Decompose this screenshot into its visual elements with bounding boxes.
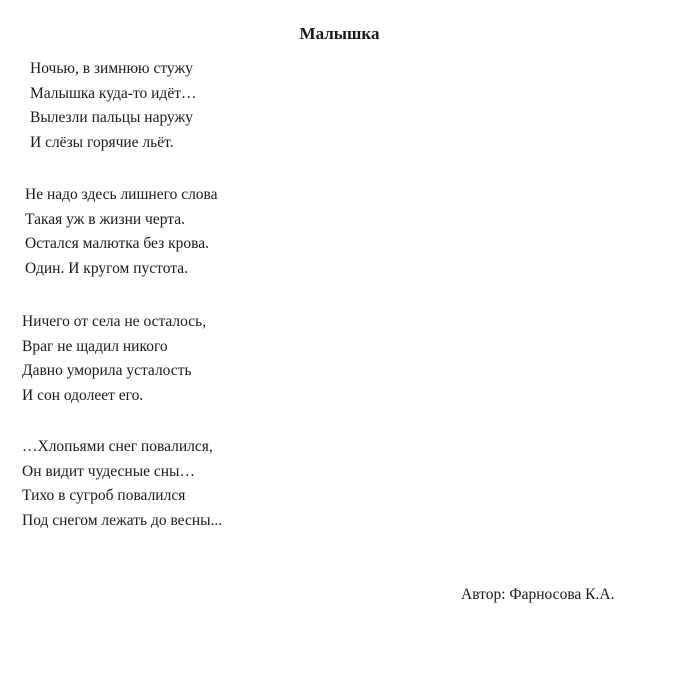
poem-line: И сон одолеет его. [22, 386, 144, 404]
poem-title: Малышка [299, 24, 380, 43]
poem-line: Под снегом лежать до весны... [22, 511, 223, 529]
stanza-3 [22, 310, 206, 408]
poem-author: Автор: Фарносова К.А. [461, 586, 615, 603]
poem-line: Один. И кругом пустота. [25, 259, 188, 277]
poem-line: Тихо в сугроб повалился [22, 487, 186, 504]
poem-line: Остался малютка без крова. [25, 235, 209, 252]
poem-line: Ночью, в зимнюю стужу [30, 60, 193, 77]
poem-line: И слёзы горячие льёт. [30, 133, 174, 151]
stanza-2 [25, 183, 218, 281]
stanza-4 [22, 435, 222, 533]
poem-line: Вылезли пальцы наружу [30, 109, 194, 126]
poem-line: Малышка куда-то идёт… [30, 84, 197, 102]
poem-line: Он видит чудесные сны… [22, 462, 195, 480]
poem-line: Ничего от села не осталось, [22, 313, 207, 330]
poem-line: Давно уморила усталость [22, 362, 192, 379]
stanza-1 [30, 57, 196, 155]
poem-line: Такая уж в жизни черта. [25, 210, 185, 228]
poem-line: Не надо здесь лишнего слова [25, 186, 218, 203]
poem-line: …Хлопьями снег повалился, [22, 438, 213, 455]
poem-line: Враг не щадил никого [22, 337, 168, 355]
